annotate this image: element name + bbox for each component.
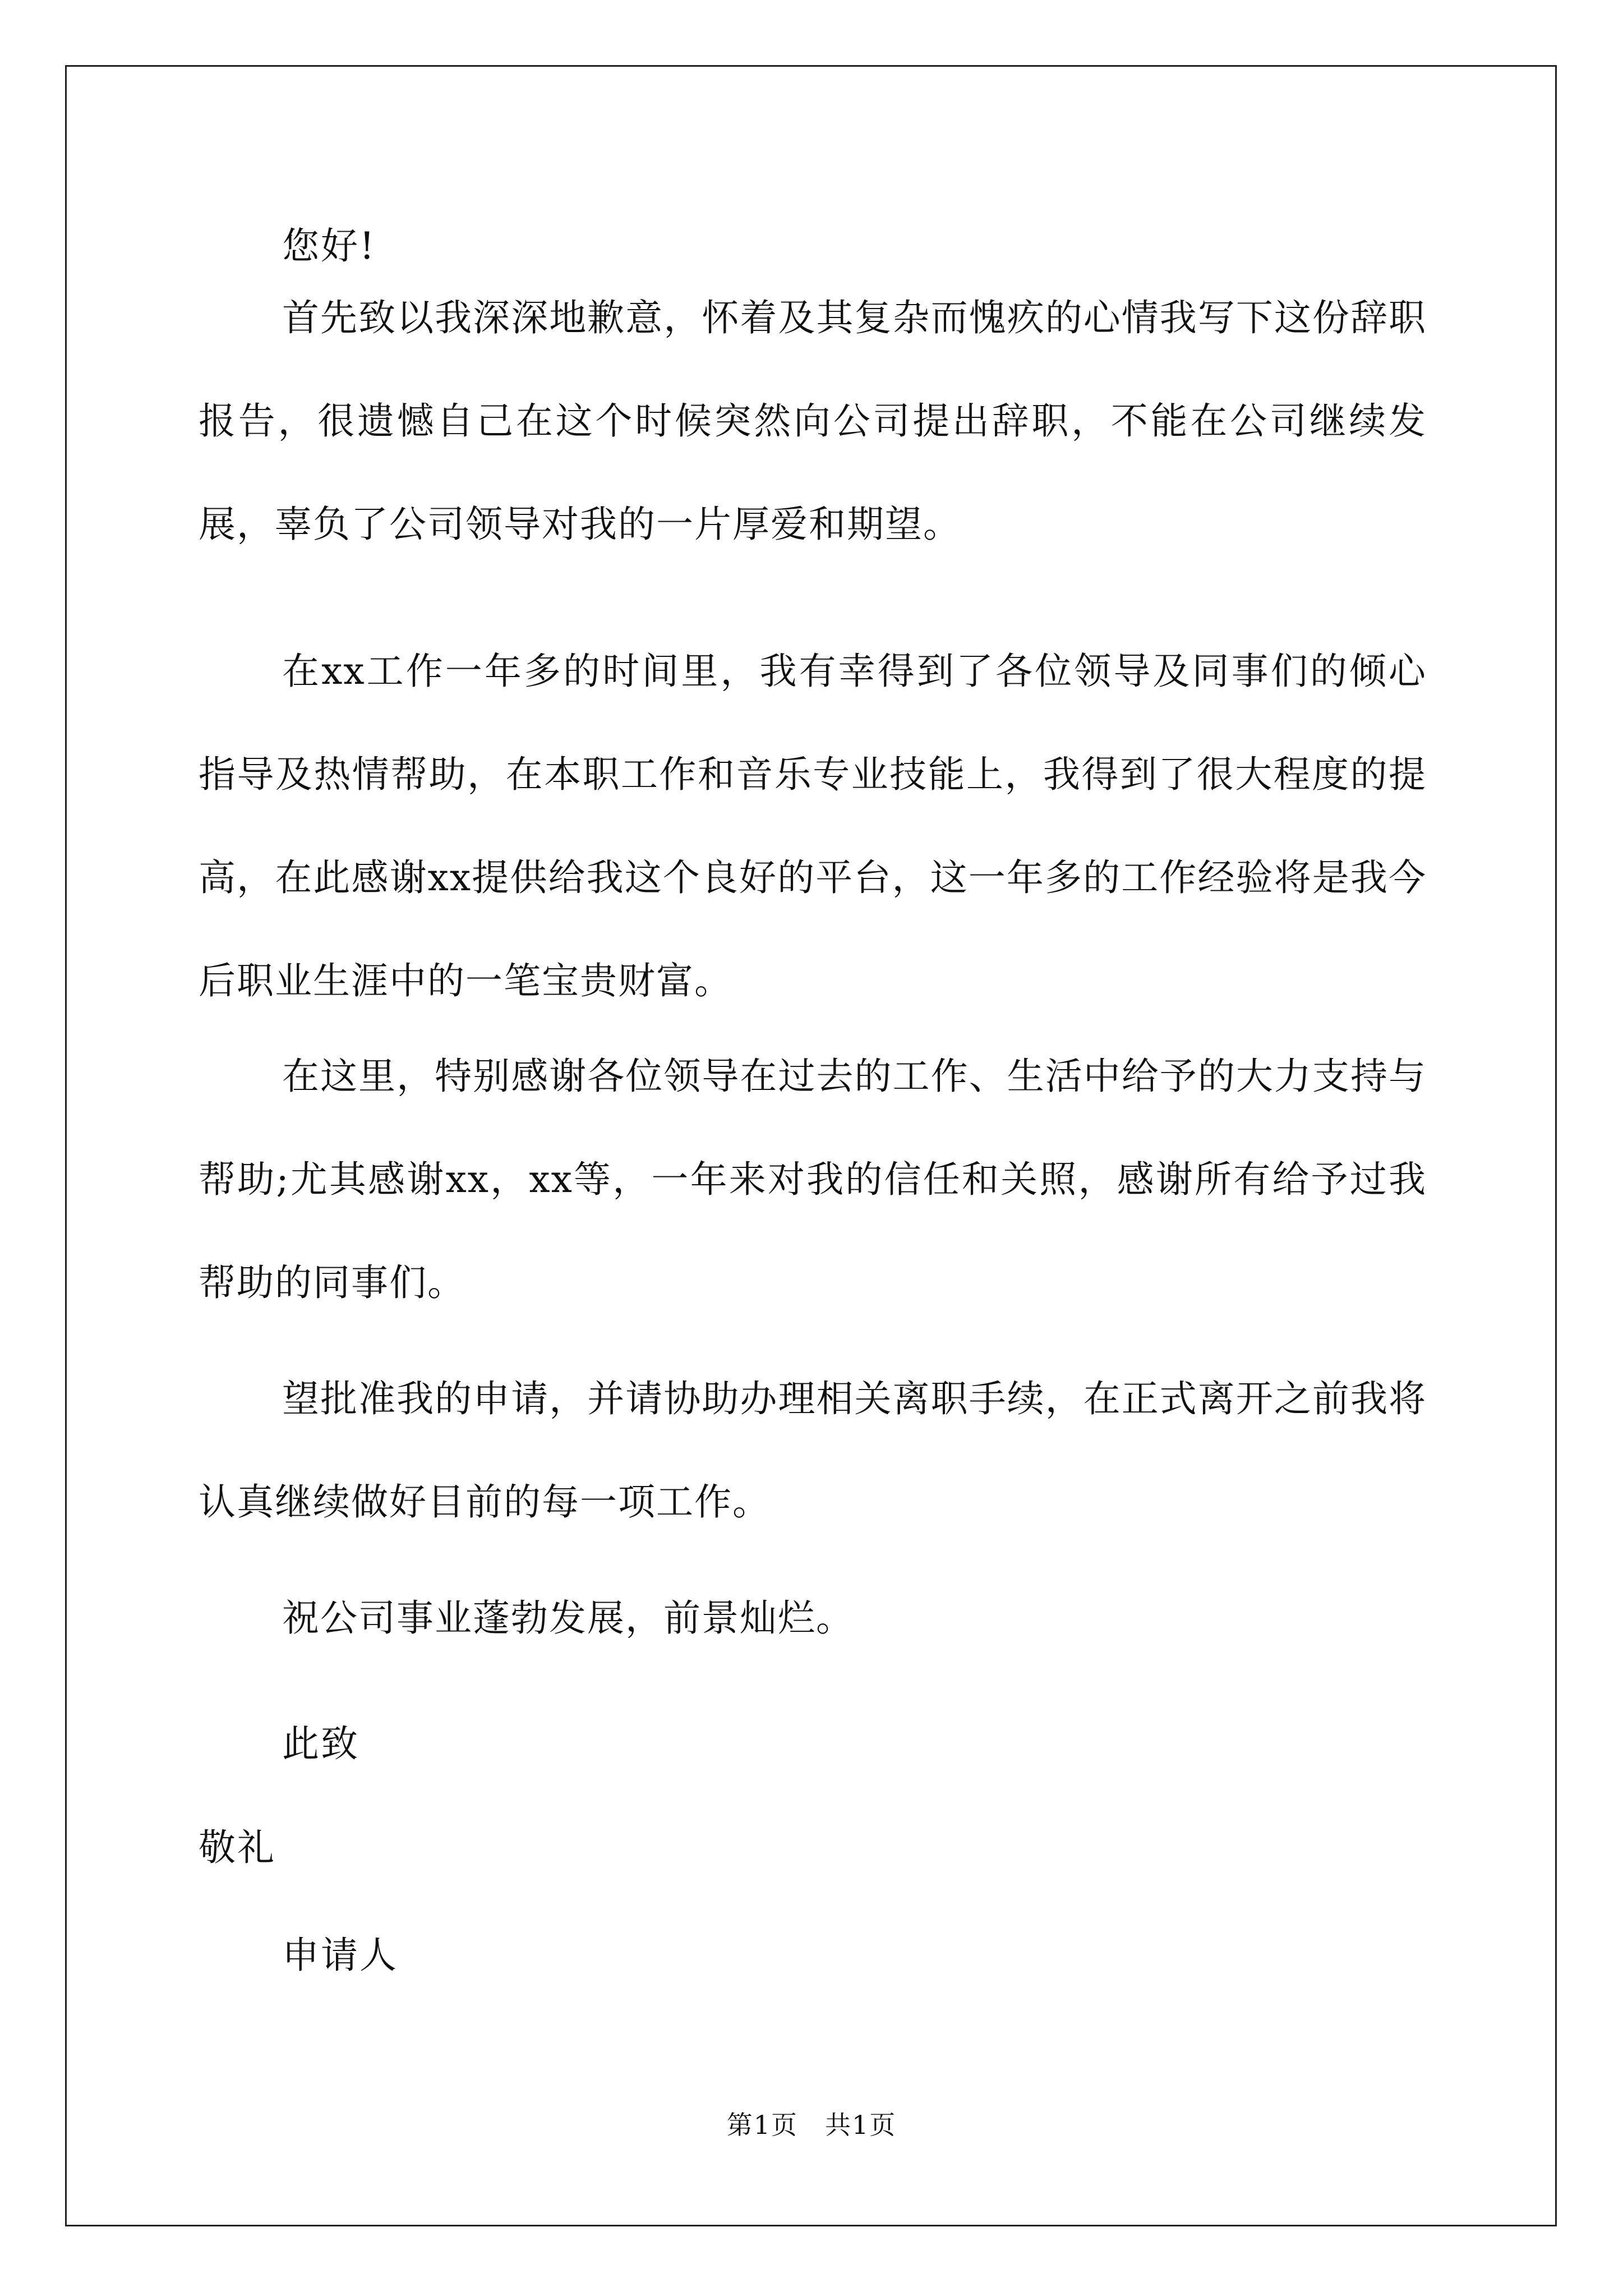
- paragraph-1: 首先致以我深深地歉意，怀着及其复杂而愧疚的心情我写下这份辞职报告，很遗憾自己在这个时候突然向公司提出辞职，不能在公司继续发展，辜负了公司领导对我的一片厚爱和期望。: [199, 296, 1427, 546]
- paragraph-4: 望批准我的申请，并请协助办理相关离职手续，在正式离开之前我将认真继续做好目前的每一项工作。: [199, 1377, 1427, 1524]
- paragraph-3: 在这里，特别感谢各位领导在过去的工作、生活中给予的大力支持与帮助;尤其感谢xx，xx等，一年来对我的信任和关照，感谢所有给予过我帮助的同事们。: [199, 1055, 1427, 1304]
- greeting: 您好!: [282, 224, 376, 268]
- closing-respect: 敬礼: [199, 1826, 276, 1869]
- closing-salutation: 此致: [282, 1722, 359, 1765]
- paragraph-2: 在xx工作一年多的时间里，我有幸得到了各位领导及同事们的倾心指导及热情帮助，在本职工作和音乐专业技能上，我得到了很大程度的提高，在此感谢xx提供给我这个良好的平台，这一年多的工作经验将是我今后职业生涯中的一笔宝贵财富。: [199, 650, 1427, 1002]
- signature-label: 申请人: [282, 1934, 398, 1977]
- paragraph-5: 祝公司事业蓬勃发展，前景灿烂。: [282, 1596, 854, 1640]
- page-number-footer: 第1页 共1页: [726, 2110, 897, 2140]
